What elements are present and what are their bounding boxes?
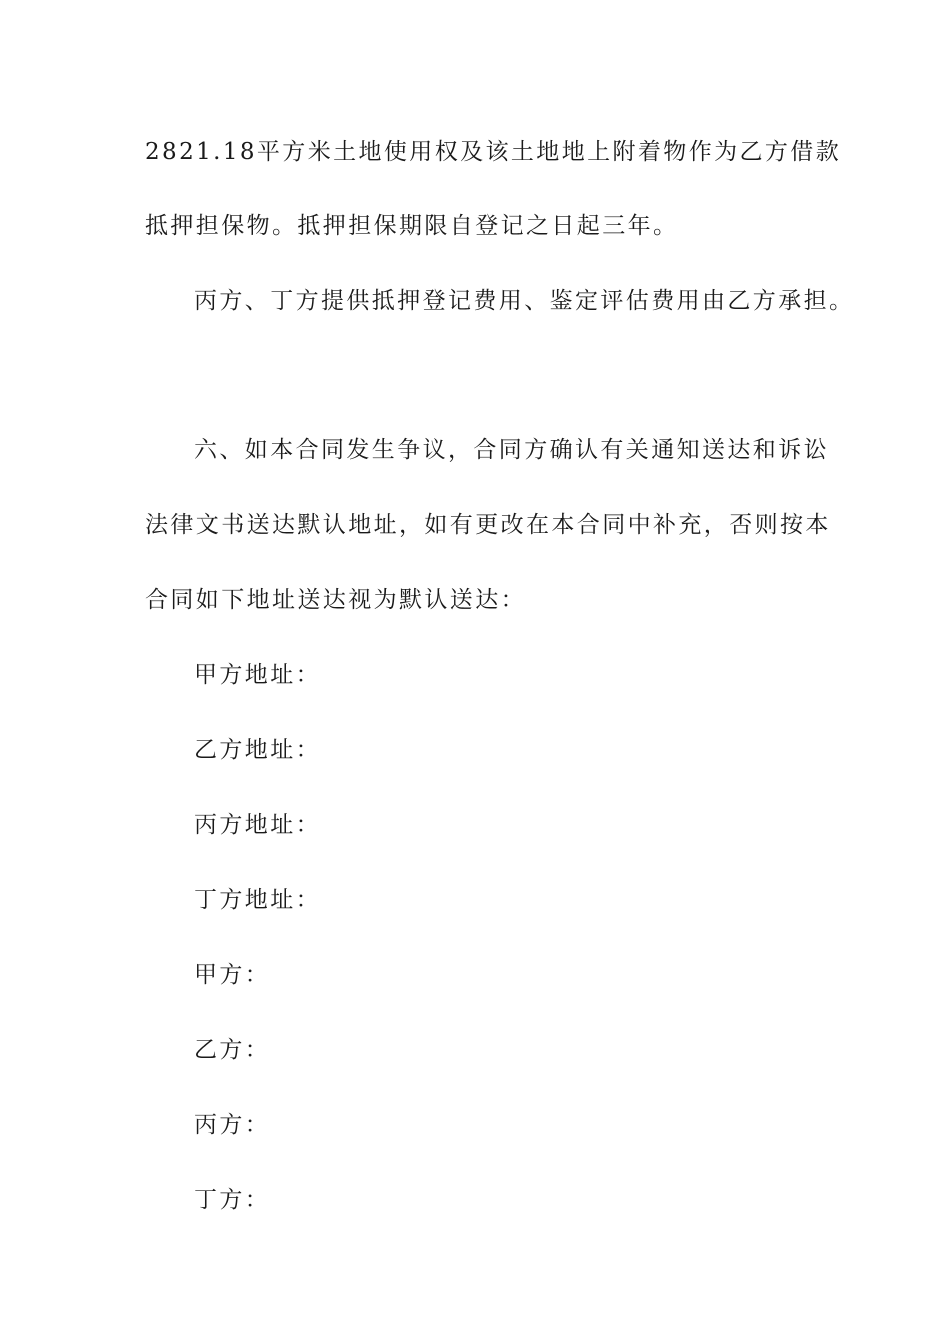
paragraph-3-line-2: 法律文书送达默认地址，如有更改在本合同中补充，否则按本 — [145, 512, 831, 538]
address-party-b: 乙方地址： — [194, 737, 321, 763]
paragraph-1-line-2: 抵押担保物。抵押担保期限自登记之日起三年。 — [145, 213, 679, 239]
signature-party-c: 丙方： — [194, 1112, 271, 1138]
address-party-c: 丙方地址： — [194, 812, 321, 838]
address-party-a: 甲方地址： — [194, 662, 321, 688]
paragraph-1-line-1: 2821.18平方米土地使用权及该土地地上附着物作为乙方借款 — [145, 139, 842, 165]
paragraph-3-line-1: 六、如本合同发生争议，合同方确认有关通知送达和诉讼 — [194, 437, 829, 463]
signature-party-d: 丁方： — [194, 1187, 271, 1213]
paragraph-3-line-3: 合同如下地址送达视为默认送达： — [145, 587, 526, 613]
address-party-d: 丁方地址： — [194, 887, 321, 913]
paragraph-2-line-1: 丙方、丁方提供抵押登记费用、鉴定评估费用由乙方承担。 — [194, 288, 855, 314]
signature-party-b: 乙方： — [194, 1037, 271, 1063]
signature-party-a: 甲方： — [194, 962, 271, 988]
